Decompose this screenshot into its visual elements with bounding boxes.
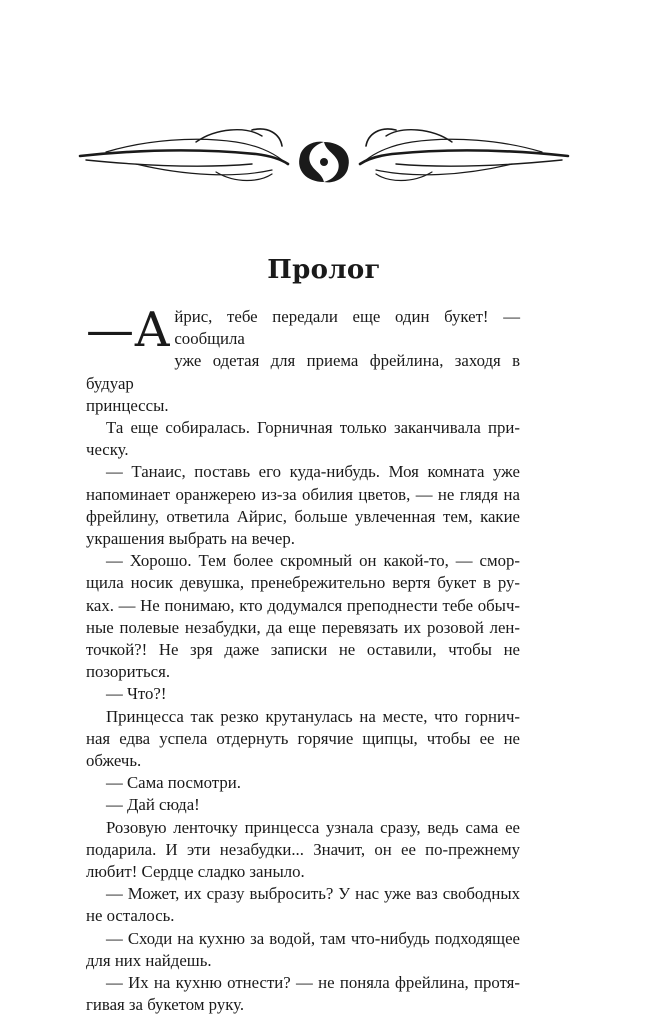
chapter-title: Пролог [267, 255, 381, 285]
text-line: Принцесса так резко крутанулась на месте, что горнич- [106, 706, 520, 726]
text-line: любит! Сердце сладко заныло. [86, 862, 305, 882]
text-line: — Может, их сразу выбросить? У нас уже ваз свободных [106, 884, 520, 904]
text-line: уже одетая для приема фрейлина, заходя в будуар [86, 351, 520, 393]
text-line: не осталось. [86, 906, 175, 926]
body-text [86, 302, 520, 1017]
text-line: — Танаис, поставь его куда-нибудь. Моя комната уже [106, 462, 520, 482]
paragraph [86, 417, 520, 461]
text-line: принцессы. [86, 395, 169, 415]
text-line: гивая за букетом руку. [86, 995, 245, 1015]
paragraph [86, 794, 520, 816]
text-line: Розовую ленточку принцесса узнала сразу, ведь сама ее [106, 817, 520, 837]
text-line: йрис, тебе передали еще один букет! — сообщила [174, 307, 520, 349]
paragraph [86, 683, 520, 705]
text-line: — Их на кухню отнести? — не поняла фрейлина, протя- [106, 973, 520, 993]
text-line: ческу. [86, 440, 129, 460]
text-line: ках. — Не понимаю, кто додумался преподнести тебе обыч- [86, 595, 520, 615]
paragraph [86, 928, 520, 972]
text-line: — Сама посмотри. [106, 773, 241, 793]
text-line: для них найдешь. [86, 950, 212, 970]
first-paragraph [86, 302, 520, 395]
paragraph [86, 706, 520, 773]
text-line: фрейлину, ответила Айрис, больше увлеченная тем, какие [86, 506, 520, 526]
text-line: — Хорошо. Тем более скромный он какой-то, — смор- [106, 551, 520, 571]
paragraph [86, 972, 520, 1016]
text-line: позориться. [86, 662, 171, 682]
text-line: — Что?! [106, 684, 167, 704]
paragraph [86, 772, 520, 794]
text-line: Та еще собиралась. Горничная только заканчивала при- [106, 418, 520, 438]
text-line: напоминает оранжерею из-за обилия цветов, — не глядя на [86, 484, 520, 504]
paragraph [86, 461, 520, 550]
text-line: — Сходи на кухню за водой, там что-нибудь подходящее [106, 928, 520, 948]
text-line: ные полевые незабудки, да еще перевязать их розовой лен- [86, 617, 520, 637]
drop-cap: —А [86, 302, 171, 358]
text-line: подарила. И эти незабудки... Значит, он ее по-прежнему [86, 839, 520, 859]
flourish-ornament-icon [76, 120, 572, 200]
text-line: украшения выбрать на вечер. [86, 529, 295, 549]
paragraph [86, 550, 520, 683]
paragraph [86, 883, 520, 927]
paragraph [86, 817, 520, 884]
paragraph [86, 395, 520, 417]
text-line: щила носик девушка, пренебрежительно вертя букет в ру- [86, 573, 520, 593]
text-line: точкой?! Не зря даже записки не оставили, чтобы не [86, 640, 520, 660]
text-line: — Дай сюда! [106, 795, 200, 815]
text-line: ная едва успела отдернуть горячие щипцы, чтобы ее не [86, 728, 520, 748]
text-line: обжечь. [86, 751, 142, 771]
